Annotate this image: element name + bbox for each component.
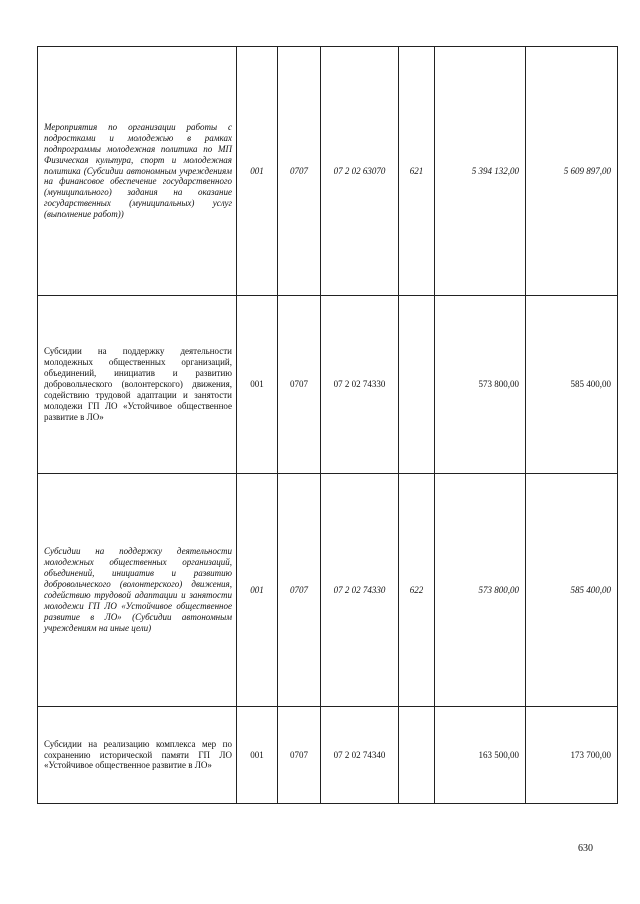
budget-table — [37, 46, 618, 804]
row-description: Субсидии на поддержку деятельности молодежных общественных организаций, объединений, инициатив и развитию добровольческого (волонтерского) движения, содействию трудовой адаптации и занятости молодежи ГП ЛО «Устойчивое общественное развитие в ЛО» (Субсидии автономным учреждениям на иные цели) — [38, 474, 237, 707]
table-row — [38, 296, 618, 474]
table-row — [38, 707, 618, 804]
amount-year-1: 573 800,00 — [435, 474, 526, 707]
admin-code: 001 — [237, 47, 278, 296]
amount-year-2: 173 700,00 — [526, 707, 618, 804]
admin-code: 001 — [237, 474, 278, 707]
amount-year-1: 163 500,00 — [435, 707, 526, 804]
amount-year-1: 5 394 132,00 — [435, 47, 526, 296]
expense-type-code: 621 — [399, 47, 435, 296]
table-row — [38, 474, 618, 707]
amount-year-2: 585 400,00 — [526, 296, 618, 474]
target-code: 07 2 02 74340 — [321, 707, 399, 804]
amount-year-1: 573 800,00 — [435, 296, 526, 474]
page-number: 630 — [578, 843, 593, 854]
row-description: Мероприятия по организации работы с подростками и молодежью в рамках подпрограммы молодежная политика по МП Физическая культура, спорт и молодежная политика (Субсидии автономным учреждениям на финансовое обеспечение государственного (муниципального) задания на оказание государственных (муниципальных) услуг (выполнение работ)) — [38, 47, 237, 296]
row-description: Субсидии на поддержку деятельности молодежных общественных организаций, объединений, инициатив и развитию добровольческого (волонтерского) движения, содействию трудовой адаптации и занятости молодежи ГП ЛО «Устойчивое общественное развитие в ЛО» — [38, 296, 237, 474]
amount-year-2: 5 609 897,00 — [526, 47, 618, 296]
admin-code: 001 — [237, 296, 278, 474]
section-code: 0707 — [278, 474, 321, 707]
target-code: 07 2 02 63070 — [321, 47, 399, 296]
section-code: 0707 — [278, 296, 321, 474]
section-code: 0707 — [278, 707, 321, 804]
target-code: 07 2 02 74330 — [321, 474, 399, 707]
amount-year-2: 585 400,00 — [526, 474, 618, 707]
expense-type-code — [399, 296, 435, 474]
table-row — [38, 47, 618, 296]
admin-code: 001 — [237, 707, 278, 804]
expense-type-code — [399, 707, 435, 804]
target-code: 07 2 02 74330 — [321, 296, 399, 474]
section-code: 0707 — [278, 47, 321, 296]
row-description: Субсидии на реализацию комплекса мер по сохранению исторической памяти ГП ЛО «Устойчивое общественное развитие в ЛО» — [38, 707, 237, 804]
expense-type-code: 622 — [399, 474, 435, 707]
